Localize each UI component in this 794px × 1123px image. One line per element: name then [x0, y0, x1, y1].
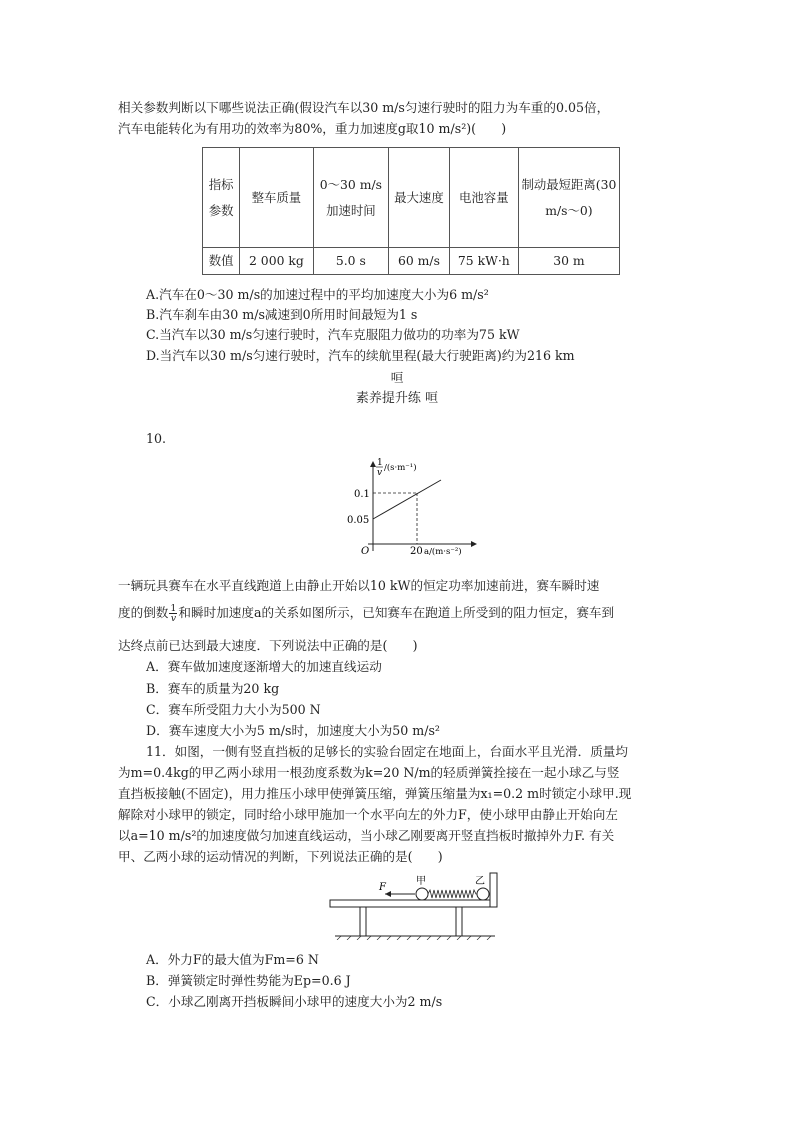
ball-jia-label: 甲 [416, 876, 426, 887]
table-header-cell: 制动最短距离(30 m/s～0) [518, 148, 619, 248]
q9-option-a: A.汽车在0～30 m/s的加速过程中的平均加速度大小为6 m/s² [146, 287, 489, 302]
q11-option-c: C．小球乙刚离开挡板瞬间小球甲的速度大小为2 m/s [146, 994, 443, 1009]
inverse-velocity-fraction [169, 604, 177, 623]
q10-option-d: D．赛车速度大小为5 m/s时，加速度大小为50 m/s² [146, 723, 440, 738]
marker-glyph: 咺 [390, 370, 404, 385]
table-header-cell: 最大速度 [389, 148, 450, 248]
q11-line2: 为m=0.4kg的甲乙两小球用一根劲度系数为k=20 N/m的轻质弹簧拴接在一起小球乙与竖 [118, 765, 620, 780]
q11-line4: 解除对小球甲的锁定，同时给小球甲施加一个水平向左的外力F，使小球甲由静止开始向左 [118, 807, 618, 822]
graph-x-label: a/(m·s⁻²) [424, 547, 462, 557]
q9-intro-line1: 相关参数判断以下哪些说法正确(假设汽车以30 m/s匀速行驶时的阻力为车重的0.05倍， [118, 100, 610, 115]
q10-stem-line1: 一辆玩具赛车在水平直线跑道上由静止开始以10 kW的恒定功率加速前进，赛车瞬时速 [118, 578, 600, 593]
table-top [330, 900, 497, 907]
q10-stem-line2 [118, 604, 614, 623]
table-cell: 60 m/s [389, 248, 450, 275]
section-title: 素养提升练 咺 [355, 391, 439, 406]
vertical-baffle [490, 873, 497, 907]
q11-line6: 甲、乙两小球的运动情况的判断，下列说法正确的是( ) [118, 849, 443, 864]
q9-option-d: D.当汽车以30 m/s匀速行驶时，汽车的续航里程(最大行驶距离)约为216 km [146, 348, 575, 363]
graph-data-line [373, 480, 441, 519]
q10-graph [340, 456, 480, 560]
q10-stem-line2-part-a: 度的倒数 [118, 605, 169, 620]
graph-y-label-num: 1 [377, 458, 383, 468]
q11-option-a: A．外力F的最大值为Fm=6 N [146, 952, 319, 967]
q10-number: 10. [146, 431, 167, 446]
q10-option-a: A．赛车做加速度逐渐增大的加速直线运动 [146, 659, 382, 674]
table-header-cell: 电池容量 [449, 148, 518, 248]
ball-jia [416, 888, 428, 900]
ground-hatching [337, 936, 491, 940]
q11-line3: 直挡板接触(不固定)，用力推压小球甲使弹簧压缩，弹簧压缩量为x₁=0.2 m时锁定小球甲.现 [118, 786, 632, 801]
q9-option-b: B.汽车刹车由30 m/s减速到0所用时间最短为1 s [146, 307, 418, 322]
table-leg-left [360, 907, 366, 936]
table-header-cell: 指标参数 [203, 148, 240, 248]
q11-figure [325, 868, 505, 940]
table-cell: 75 kW·h [449, 248, 518, 275]
table-cell: 5.0 s [313, 248, 389, 275]
q11-option-b: B．弹簧锁定时弹性势能为Ep=0.6 J [146, 973, 351, 988]
ball-yi-label: 乙 [475, 876, 485, 887]
q10-stem-line2-part-b: 和瞬时加速度a的关系如图所示，已知赛车在跑道上所受到的阻力恒定，赛车到 [178, 605, 615, 620]
q11-line1: 11．如图，一侧有竖直挡板的足够长的实验台固定在地面上，台面水平且光滑．质量均 [146, 744, 628, 759]
graph-origin-label: O [361, 546, 370, 557]
parameter-table [202, 147, 620, 275]
q9-intro-line2: 汽车电能转化为有用功的效率为80%，重力加速度g取10 m/s²)( ) [118, 121, 507, 136]
spring [428, 890, 477, 898]
table-cell: 2 000 kg [240, 248, 313, 275]
graph-y-tick-0.05: 0.05 [347, 515, 370, 526]
graph-x-tick-20: 20 [410, 546, 423, 557]
table-row-label: 数值 [203, 248, 240, 275]
force-label: F [379, 882, 386, 893]
graph-y-label-den: v [377, 468, 383, 478]
fraction-denominator: v [170, 613, 177, 624]
fraction-numerator: 1 [170, 603, 177, 614]
graph-y-unit: /(s·m⁻¹) [384, 463, 417, 473]
ball-yi [477, 888, 489, 900]
q10-option-c: C．赛车所受阻力大小为500 N [146, 702, 321, 717]
q10-stem-line3: 达终点前已达到最大速度．下列说法中正确的是( ) [118, 638, 418, 653]
table-header-cell: 0～30 m/s加速时间 [313, 148, 389, 248]
graph-y-tick-0.1: 0.1 [354, 489, 370, 500]
table-leg-right [456, 907, 462, 936]
q9-option-c: C.当汽车以30 m/s匀速行驶时，汽车克服阻力做功的功率为75 kW [146, 327, 520, 342]
table-cell: 30 m [518, 248, 619, 275]
q10-option-b: B．赛车的质量为20 kg [146, 681, 280, 696]
table-header-cell: 整车质量 [240, 148, 313, 248]
q11-line5: 以a=10 m/s²的加速度做匀加速直线运动，当小球乙刚要离开竖直挡板时撤掉外力F. 有关 [118, 828, 615, 843]
